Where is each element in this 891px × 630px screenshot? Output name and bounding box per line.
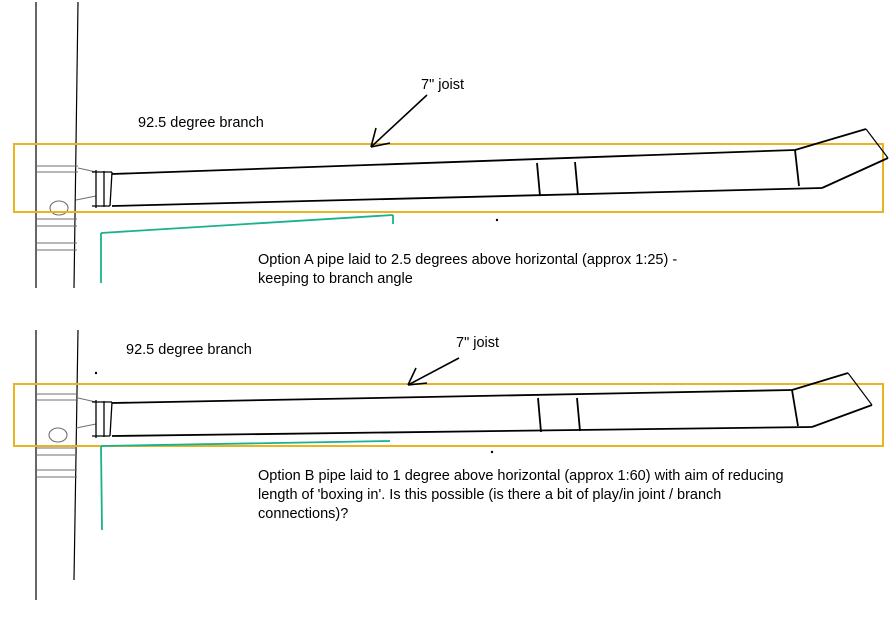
joist-arrow-bottom bbox=[408, 358, 459, 385]
option-b-caption: Option B pipe laid to 1 degree above horizontal (approx 1:60) with aim of reducing length of 'boxing in'. Is this possible (is there a bit of play/in joint / branch connections)? bbox=[258, 468, 784, 522]
stray-mark-top bbox=[496, 219, 498, 221]
joist-box-top bbox=[14, 144, 883, 212]
soil-stack-bottom-fittings bbox=[36, 394, 96, 477]
branch-label-bottom: 92.5 degree branch bbox=[126, 342, 252, 358]
branch-socket-top bbox=[92, 170, 112, 208]
soil-stack-top-fittings bbox=[36, 166, 96, 250]
joist-label-top: 7" joist bbox=[421, 77, 465, 93]
branch-label-top: 92.5 degree branch bbox=[138, 115, 264, 131]
joist-arrow-top bbox=[371, 95, 427, 147]
pipe-run-top bbox=[112, 129, 888, 206]
pipe-run-bottom bbox=[112, 373, 872, 436]
joist-box-bottom bbox=[14, 384, 883, 446]
stray-mark-bottom-2 bbox=[95, 372, 97, 374]
branch-socket-bottom bbox=[92, 400, 112, 438]
soil-stack-bottom bbox=[36, 330, 78, 600]
option-a-caption: Option A pipe laid to 2.5 degrees above horizontal (approx 1:25) - keeping to branch angle bbox=[258, 252, 678, 287]
joist-label-bottom: 7" joist bbox=[456, 335, 500, 351]
stray-mark-bottom bbox=[491, 451, 493, 453]
